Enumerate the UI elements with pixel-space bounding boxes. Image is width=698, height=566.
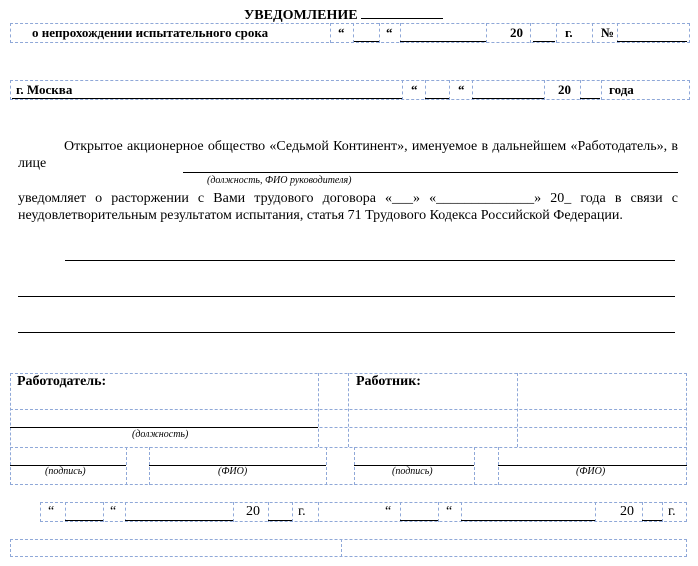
director-blank[interactable]	[183, 172, 678, 173]
city-underline	[12, 98, 402, 99]
employee-date-quote-open: “	[385, 504, 392, 519]
employer-date-quote-close: “	[110, 504, 117, 519]
employer-date-quote-open: “	[48, 504, 55, 519]
header-day-blank[interactable]	[353, 41, 379, 42]
employer-signature-hint: (подпись)	[45, 466, 86, 477]
employee-date-suffix: г.	[668, 504, 676, 519]
city-label: г. Москва	[16, 82, 73, 97]
employee-name-hint: (ФИО)	[576, 466, 606, 477]
body-paragraph-2: уведомляет о расторжении с Вами трудового договора «___» «______________» 20_ года в связи с неудовлетворительным результатом испытания, статья 71 Трудового Кодекса Российской Федерации.	[18, 191, 678, 223]
header-year-suffix: г.	[565, 25, 573, 40]
document-title	[244, 6, 443, 24]
employer-name-hint: (ФИО)	[218, 466, 248, 477]
employee-label: Работник:	[356, 374, 421, 389]
place-year-blank[interactable]	[580, 98, 600, 99]
place-year-suffix: года	[609, 82, 634, 97]
employer-date-suffix: г.	[298, 504, 306, 519]
employee-date-quote-close: “	[446, 504, 453, 519]
place-row	[10, 80, 690, 100]
employee-date-month[interactable]	[461, 520, 595, 521]
employer-date-day[interactable]	[65, 520, 103, 521]
employer-date-year: 20	[246, 504, 260, 519]
text-line-1[interactable]	[65, 260, 675, 261]
employer-label: Работодатель:	[17, 374, 107, 389]
body-paragraph-1: Открытое акционерное общество «Седьмой Континент», именуемое в дальнейшем «Работодатель», в лице	[18, 139, 678, 171]
header-month-blank[interactable]	[400, 41, 486, 42]
header-number-blank[interactable]	[617, 41, 687, 42]
employer-date-month[interactable]	[125, 520, 233, 521]
header-quote-open: “	[338, 25, 345, 40]
director-hint: (должность, ФИО руководителя)	[207, 175, 352, 186]
bottom-row	[10, 539, 687, 557]
date-row	[40, 502, 687, 522]
title-number-blank[interactable]	[361, 6, 443, 19]
text-line-2[interactable]	[18, 296, 675, 297]
title-text: УВЕДОМЛЕНИЕ	[244, 8, 358, 23]
place-day-blank[interactable]	[425, 98, 449, 99]
place-quote-open: “	[411, 82, 418, 97]
header-year-blank[interactable]	[533, 41, 555, 42]
header-subtitle: о непрохождении испытательного срока	[32, 25, 269, 40]
place-month-blank[interactable]	[472, 98, 544, 99]
place-year: 20	[558, 82, 571, 97]
employee-signature-hint: (подпись)	[392, 466, 433, 477]
employer-date-year-blank[interactable]	[268, 520, 292, 521]
header-year: 20	[510, 25, 523, 40]
employer-position-hint: (должность)	[132, 429, 189, 440]
header-number-sign: №	[601, 25, 615, 40]
employee-date-year: 20	[620, 504, 634, 519]
text-line-3[interactable]	[18, 332, 675, 333]
header-quote-close: “	[386, 25, 393, 40]
place-quote-close: “	[458, 82, 465, 97]
employer-position-line[interactable]	[10, 427, 318, 428]
employee-date-year-blank[interactable]	[642, 520, 662, 521]
employee-date-day[interactable]	[400, 520, 438, 521]
